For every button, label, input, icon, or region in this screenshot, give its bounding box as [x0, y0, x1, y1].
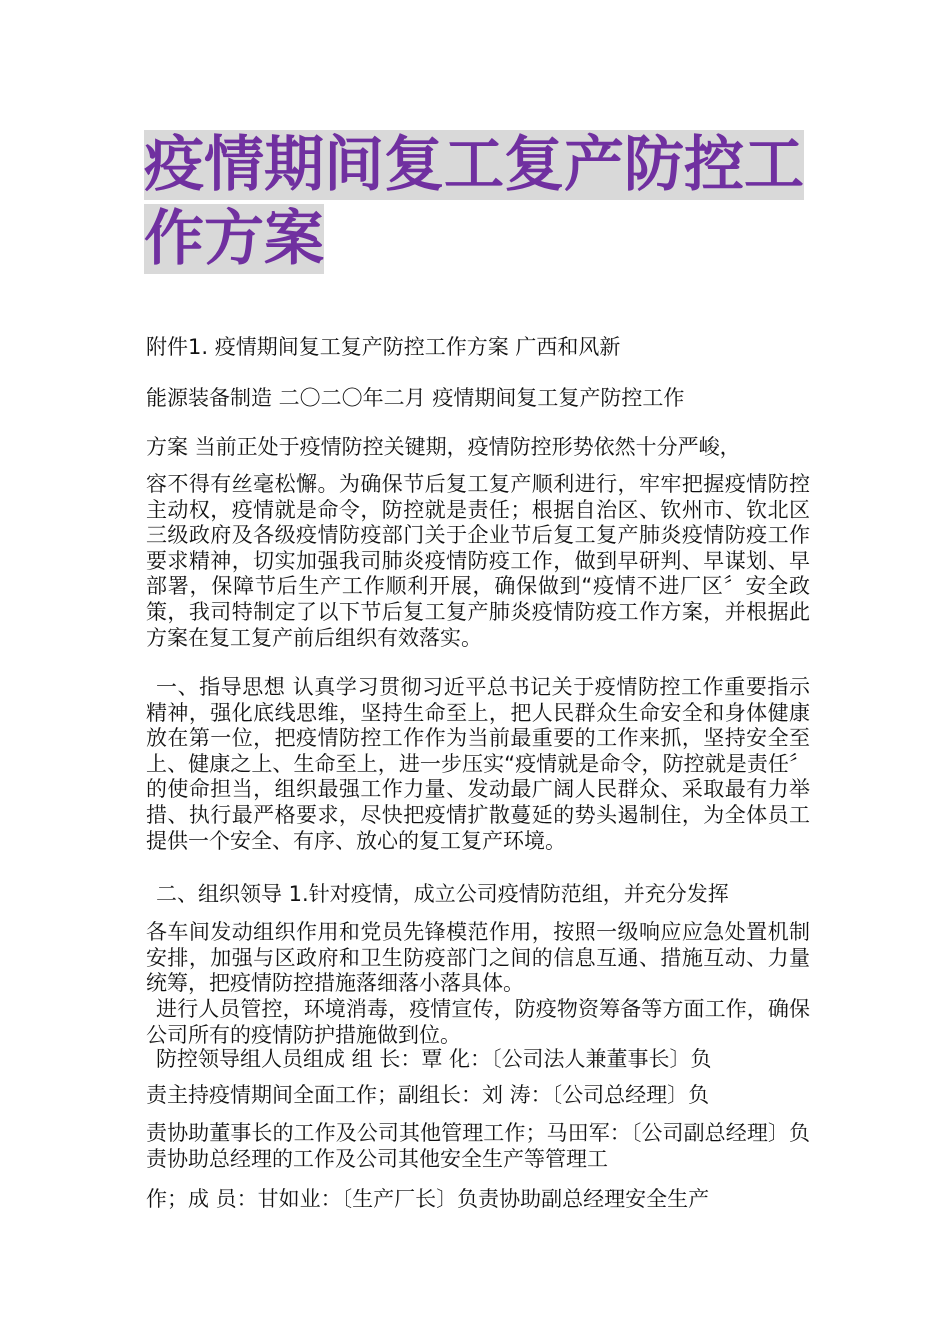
- organization-paragraph: 各车间发动组织作用和党员先锋模范作用，按照一级响应应急处置机制安排，加强与区政府和卫生防疫部门之间的信息互通、措施互动、力量统筹，把疫情防控措施落细落小落具体。: [146, 920, 810, 996]
- intro-paragraph: 容不得有丝毫松懈。为确保节后复工复产顺利进行，牢牢把握疫情防控主动权，疫情就是命令，防控就是责任；根据自治区、钦州市、钦北区三级政府及各级疫情防疫部门关于企业节后复工复产肺炎疫情防疫工作要求精神，切实加强我司肺炎疫情防疫工作，做到早研判、早谋划、早部署，保障节后生产工作顺利开展，确保做到“疫情不进厂区〞安全政策，我司特制定了以下节后复工复产肺炎疫情防疫工作方案，并根据此方案在复工复产前后组织有效落实。: [146, 472, 810, 650]
- guiding-principles-paragraph: 一、指导思想 认真学习贯彻习近平总书记关于疫情防控工作重要指示精神，强化底线思维，坚持生命至上，把人民群众生命安全和身体健康放在第一位，把疫情防控工作作为当前最重要的工作来抓，坚持安全至上、健康之上、生命至上，进一步压实“疫情就是命令，防控就是责任〞的使命担当，组织最强工作力量、发动最广阔人民群众、采取最有力举措、执行最严格要求，尽快把疫情扩散蔓延的势头遏制住，为全体员工提供一个安全、有序、放心的复工复产环境。: [146, 675, 810, 853]
- deputy-manager-paragraph: 责协助董事长的工作及公司其他管理工作；马田军：〔公司副总经理〕负责协助总经理的工作及公司其他安全生产等管理工: [146, 1121, 810, 1171]
- company-date-line: 能源装备制造 二〇二〇年二月 疫情期间复工复产防控工作: [146, 386, 685, 410]
- document-title: [144, 128, 814, 276]
- intro-line: 方案 当前正处于疫情防控关键期，疫情防控形势依然十分严峻，: [146, 435, 741, 459]
- deputy-leader-line: 责主持疫情期间全面工作；副组长：刘 涛：〔公司总经理〕负: [146, 1083, 710, 1107]
- members-line: 作；成 员：甘如业：〔生产厂长〕负责协助副总经理安全生产: [146, 1187, 710, 1211]
- attachment-line: 附件1. 疫情期间复工复产防控工作方案 广西和风新: [146, 335, 621, 359]
- leadership-group-line: 防控领导组人员组成 组 长：覃 化：〔公司法人兼董事长〕负: [156, 1047, 712, 1071]
- title-highlight: 疫情期间复工复产防控工作方案: [144, 130, 804, 274]
- section-organization-heading: 二、组织领导 1.针对疫情，成立公司疫情防范组，并充分发挥: [156, 882, 729, 906]
- measures-paragraph: 进行人员管控，环境消毒，疫情宣传，防疫物资筹备等方面工作，确保公司所有的疫情防护措施做到位。: [146, 997, 810, 1047]
